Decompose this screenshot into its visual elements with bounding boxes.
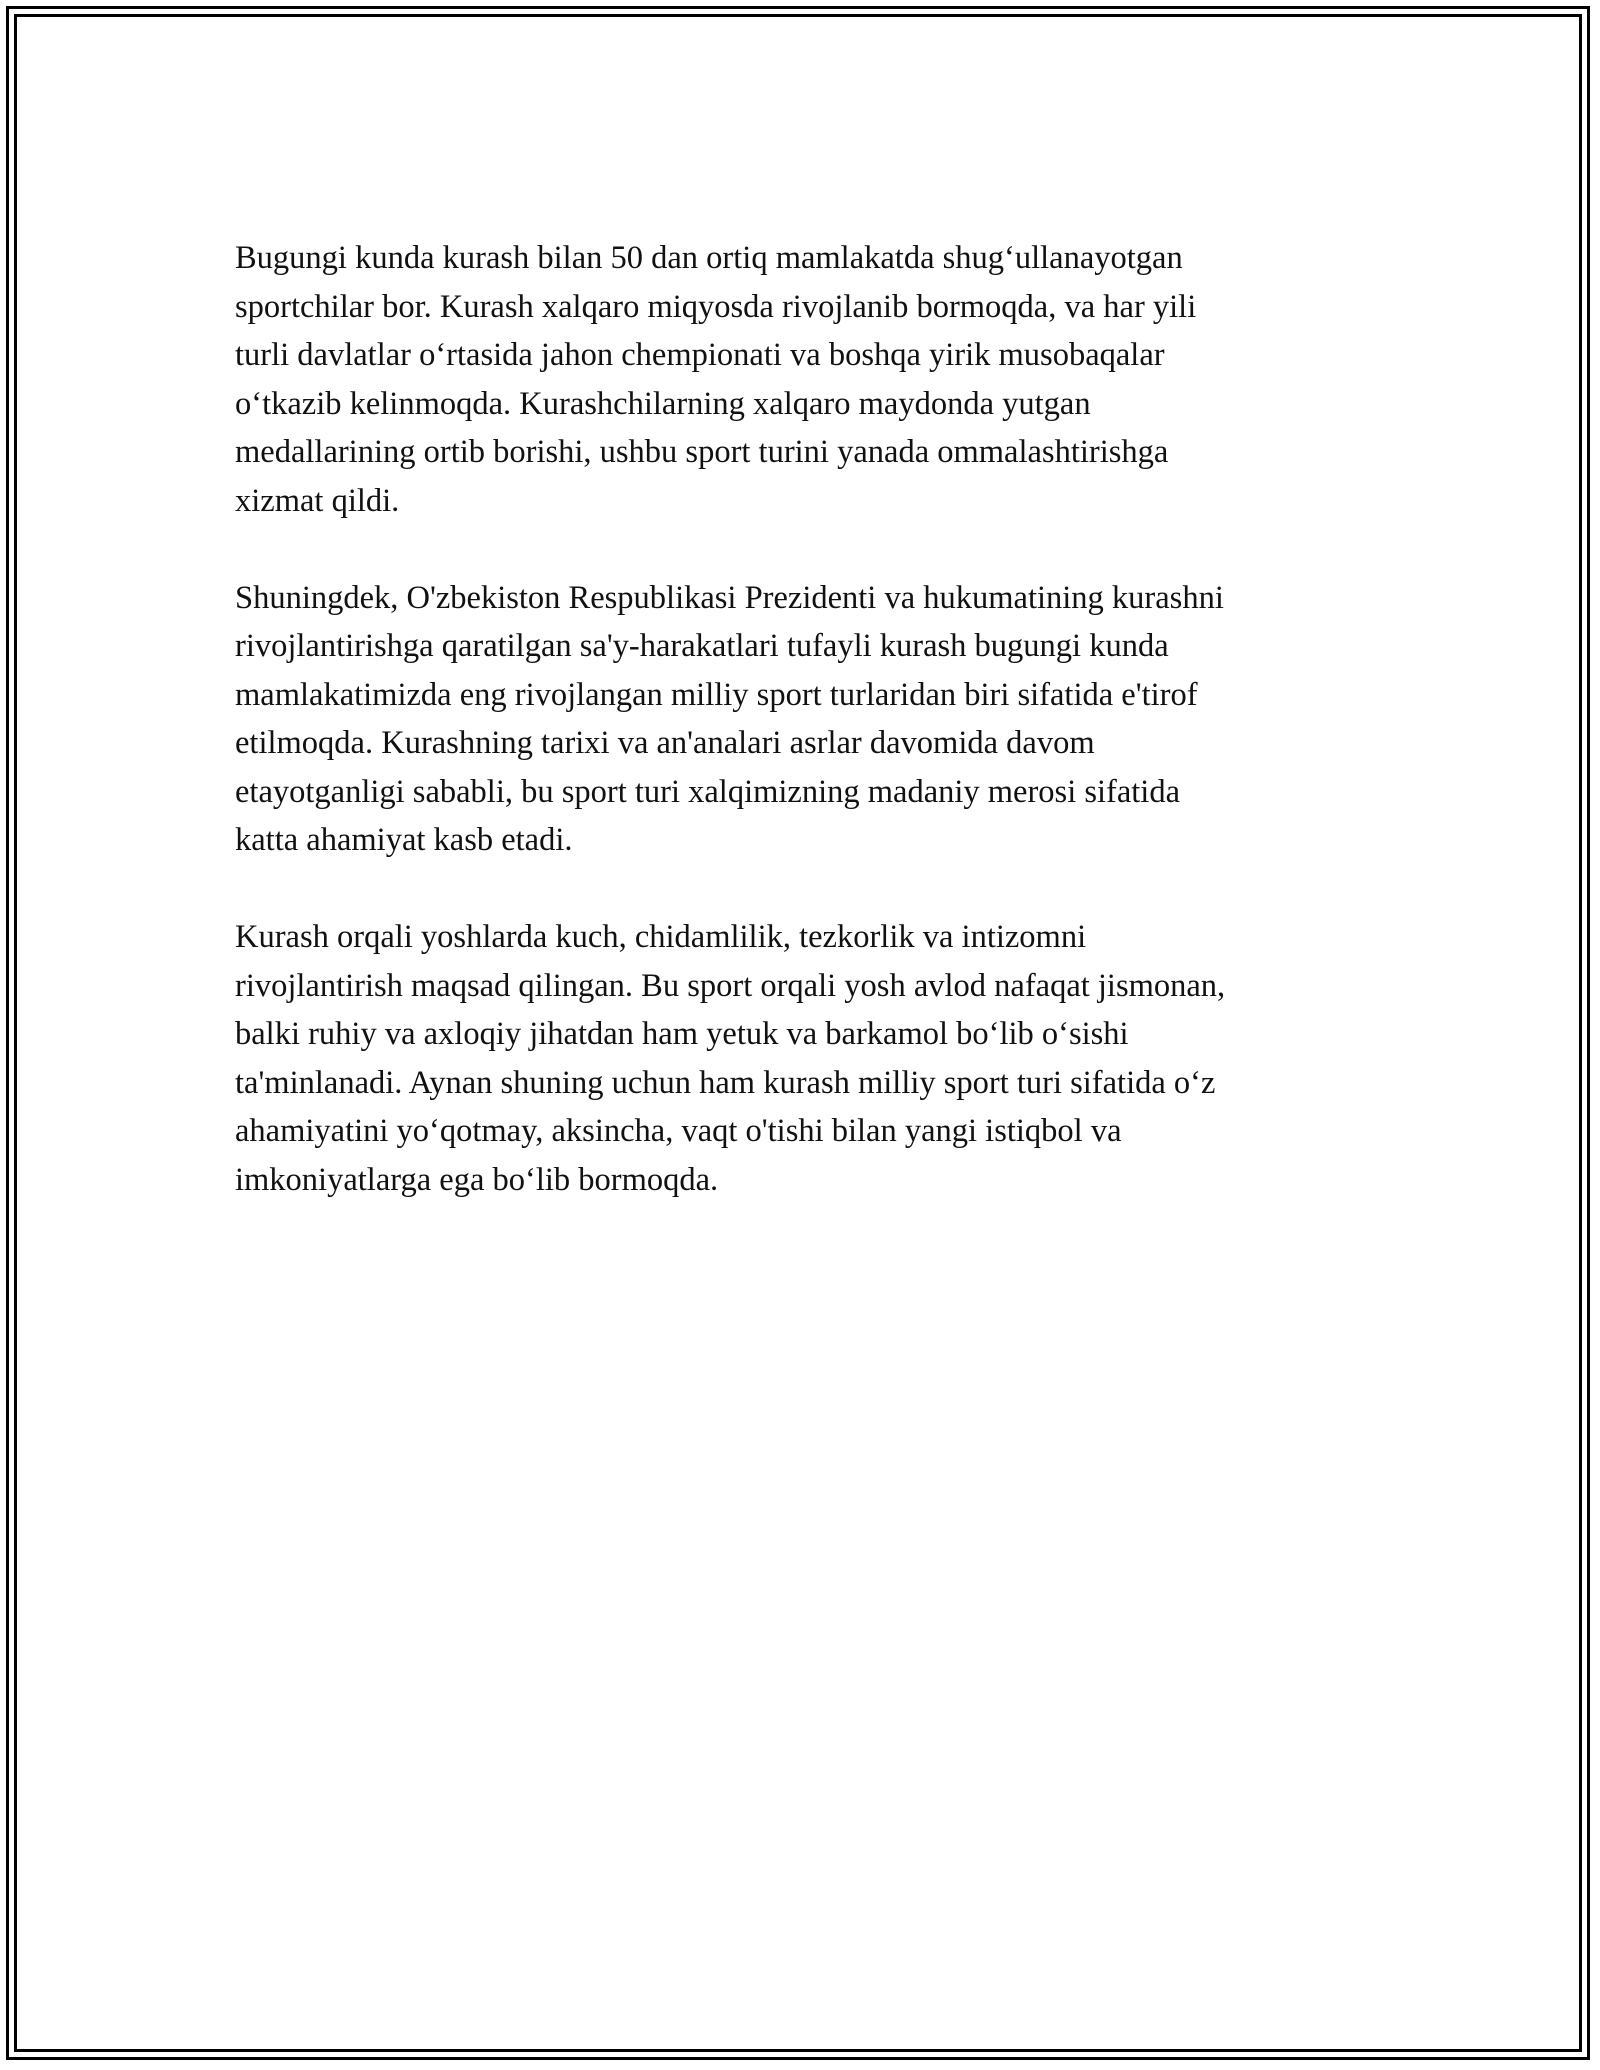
text-line: sportchilar bor. Kurash xalqaro miqyosda rivojlanib bormoqda, va har yili [235, 288, 1197, 325]
text-line: Bugungi kunda kurash bilan 50 dan ortiq mamlakatda shug‘ullanayotgan [235, 240, 1183, 276]
text-line: imkoniyatlarga ega bo‘lib bormoqda. [235, 1161, 719, 1198]
text-line: medallarining ortib borishi, ushbu sport turini yanada ommalashtirishga [235, 434, 1169, 470]
text-line: o‘tkazib kelinmoqda. Kurashchilarning xalqaro maydonda yutgan [235, 385, 1091, 422]
paragraph-3 [235, 913, 1375, 1204]
text-line: etayotganligi sababli, bu sport turi xalqimizning madaniy merosi sifatida [235, 773, 1181, 810]
text-line: etilmoqda. Kurashning tarixi va an'analari asrlar davomida davom [235, 725, 1095, 761]
text-line: mamlakatimizda eng rivojlangan milliy sport turlaridan biri sifatida e'tirof [235, 676, 1198, 713]
text-line: rivojlantirish maqsad qilingan. Bu sport orqali yosh avlod nafaqat jismonan, [235, 967, 1226, 1004]
text-line: rivojlantirishga qaratilgan sa'y-harakatlari tufayli kurash bugungi kunda [235, 628, 1169, 664]
paragraph-1 [235, 234, 1375, 525]
document-body [235, 234, 1375, 1253]
paragraph-2 [235, 574, 1375, 865]
text-line: balki ruhiy va axloqiy jihatdan ham yetuk va barkamol bo‘lib o‘sishi [235, 1016, 1129, 1052]
text-line: xizmat qildi. [235, 482, 400, 519]
text-line: ahamiyatini yo‘qotmay, aksincha, vaqt o'tishi bilan yangi istiqbol va [235, 1113, 1122, 1149]
text-line: ta'minlanadi. Aynan shuning uchun ham kurash milliy sport turi sifatida o‘z [235, 1064, 1216, 1101]
text-line: katta ahamiyat kasb etadi. [235, 822, 573, 858]
text-line: turli davlatlar o‘rtasida jahon chempionati va boshqa yirik musobaqalar [235, 337, 1165, 373]
text-line: Kurash orqali yoshlarda kuch, chidamlilik, tezkorlik va intizomni [235, 919, 1087, 955]
text-line: Shuningdek, O'zbekiston Respublikasi Prezidenti va hukumatining kurashni [235, 579, 1224, 616]
